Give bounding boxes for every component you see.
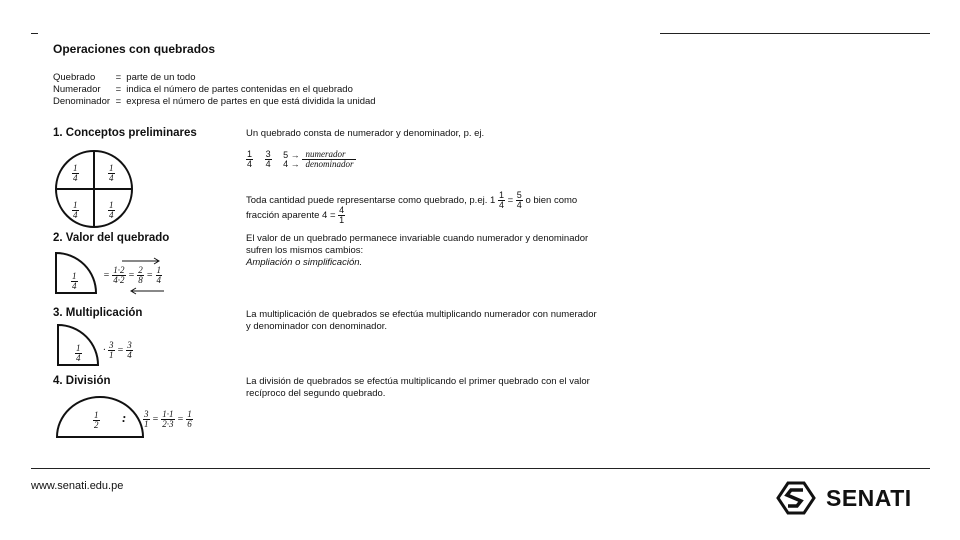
page-title: Operaciones con quebrados	[53, 42, 216, 56]
definition-term: Denominador	[53, 96, 111, 107]
mixed-frac: $\frac{1}{4}$	[498, 190, 504, 210]
s2-line1: El valor de un quebrado permanece invariable cuando numerador y denominador	[246, 233, 589, 244]
example-den: 4	[283, 158, 289, 169]
circle-frac-tr: $\frac{1}{4}$	[109, 163, 114, 183]
eq-sign: =	[128, 269, 135, 281]
senati-logo-text: SENATI	[826, 484, 912, 511]
circle-frac-bl: $\frac{1}{4}$	[73, 200, 78, 220]
label-numerador: numerador	[302, 150, 356, 160]
definition-desc: expresa el número de partes en que está dividida la unidad	[126, 96, 376, 107]
s4-op: :	[122, 410, 127, 425]
section-2-heading: 2. Valor del quebrado	[53, 232, 170, 244]
definition-row	[53, 72, 376, 84]
s1-text2b: o bien como	[525, 195, 578, 207]
s3-line2: y denominador con denominador.	[246, 321, 388, 332]
eq-sign: =	[146, 269, 153, 281]
definition-term: Quebrado	[53, 72, 96, 83]
section-4-text	[246, 376, 590, 400]
definition-term: Numerador	[53, 84, 101, 95]
s1-text2a: Toda cantidad puede representarse como quebrado, p.ej. 1	[246, 195, 496, 207]
improper-frac: $\frac{5}{4}$	[516, 190, 522, 210]
s3-fig-frac: $\frac{1}{4}$	[76, 343, 81, 363]
senati-logo-icon	[776, 481, 816, 515]
s3-frac-r: $\frac{3}{4}$	[127, 340, 132, 360]
circle-frac-br: $\frac{1}{4}$	[109, 200, 114, 220]
section-3-heading: 3. Multiplicación	[53, 307, 143, 319]
s2-frac-3: $\frac{1}{4}$	[156, 265, 161, 285]
label-denominador: denominador	[305, 159, 354, 169]
circle-frac-tl: $\frac{1}{4}$	[73, 163, 78, 183]
s4-equation	[143, 410, 193, 429]
example-fractions: $\frac{1}{4}$ $\frac{3}{4}$ 5 → 4 → numerador denominador	[246, 150, 356, 169]
definition-desc: indica el número de partes contenidas en el quebrado	[126, 84, 353, 95]
s2-frac-2: $\frac{2}{8}$	[138, 265, 143, 285]
example-frac-2: $\frac{3}{4}$	[265, 149, 271, 169]
definition-row	[53, 96, 376, 108]
s4-line1: La división de quebrados se efectúa multiplicando el primer quebrado con el valor	[246, 376, 590, 387]
s3-line1: La multiplicación de quebrados se efectúa multiplicando numerador con numerador	[246, 309, 597, 320]
definition-eq: =	[115, 96, 122, 107]
s1-eq: =	[507, 195, 514, 207]
section-1-text3	[246, 206, 345, 225]
definition-row	[53, 84, 376, 96]
definition-eq: =	[115, 84, 122, 95]
definition-eq: =	[115, 72, 122, 83]
s4-frac-b: $\frac{3}{1}$	[144, 409, 149, 429]
s4-line2: recíproco del segundo quebrado.	[246, 388, 386, 399]
circle-quarters-figure	[53, 148, 135, 230]
apparent-frac: $\frac{4}{1}$	[339, 205, 345, 225]
footer-url-link[interactable]: www.senati.edu.pe	[31, 480, 124, 492]
s4-fig-frac: $\frac{1}{2}$	[94, 410, 99, 430]
example-frac-1: $\frac{1}{4}$	[247, 149, 253, 169]
s1-text3: fracción aparente 4 =	[246, 210, 336, 222]
eq-sign: =	[177, 413, 184, 425]
section-1-text: Un quebrado consta de numerador y denominador, p. ej.	[246, 128, 485, 139]
s4-frac-r: $\frac{1}{6}$	[187, 409, 192, 429]
s2-fig-frac: $\frac{1}{4}$	[72, 271, 77, 291]
top-right-rule	[660, 33, 930, 34]
eq-sign: =	[103, 269, 110, 281]
top-left-dash	[31, 33, 38, 34]
footer-rule	[31, 468, 930, 469]
eq-sign: =	[117, 344, 124, 356]
s4-frac-c: $\frac{1\cdot 1}{2\cdot 3}$	[162, 409, 174, 429]
section-2-text	[246, 233, 588, 269]
section-3-text	[246, 309, 597, 333]
s2-line2: sufren los mismos cambios:	[246, 245, 364, 256]
eq-sign: =	[152, 413, 159, 425]
s2-arrows	[118, 257, 168, 297]
s2-line3: Ampliación o simplificación.	[246, 257, 363, 268]
definition-desc: parte de un todo	[126, 72, 196, 83]
s3-frac-b: $\frac{3}{1}$	[109, 340, 114, 360]
s2-frac-1: $\frac{1\cdot 2}{4\cdot 2}$	[113, 265, 125, 285]
mult-op: ·	[103, 344, 106, 356]
example-num: 5	[283, 149, 289, 160]
half-circle-figure	[55, 395, 145, 439]
section-1-heading: 1. Conceptos preliminares	[53, 127, 197, 139]
section-4-heading: 4. División	[53, 375, 111, 387]
senati-logo	[776, 481, 912, 515]
s3-equation	[103, 341, 133, 360]
definitions	[53, 72, 376, 108]
